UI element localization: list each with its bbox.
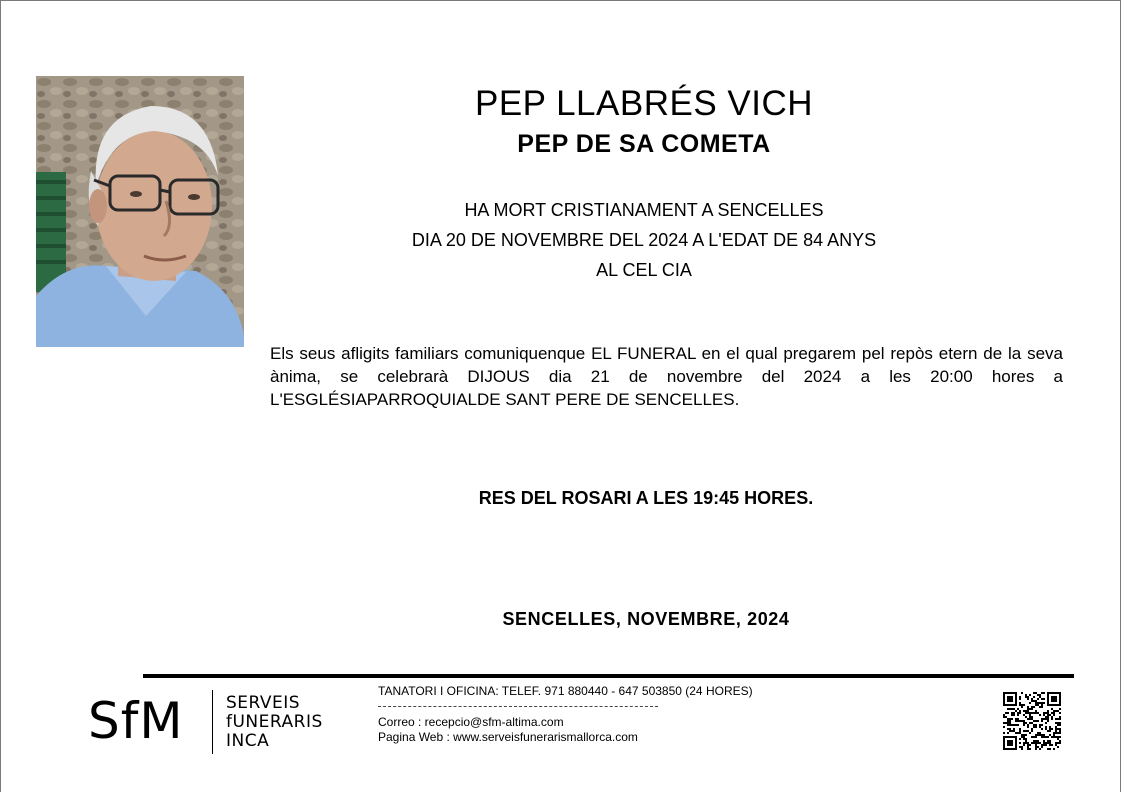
logo-line-3: INCA <box>226 731 270 751</box>
funeral-announcement: Els seus afligits familiars comuniquenque EL FUNERAL en el qual pregarem pel repòs etern de la seva ànima, se celebrarà DIJOUS dia 21 de novembre del 2024 a les 20:00 hores a L'ESGLÉSIAPARROQUIALDE SANT PERE DE SENCELLES. <box>270 344 1063 409</box>
logo-text <box>226 694 323 751</box>
logo-divider <box>212 690 213 754</box>
rosary-notice: RES DEL ROSARI A LES 19:45 HORES. <box>478 488 814 508</box>
place-date: SENCELLES, NOVEMBRE, 2024 <box>502 609 790 629</box>
qr-code-svg <box>1003 692 1061 750</box>
portrait-photo <box>36 76 244 347</box>
qr-code-icon[interactable] <box>1003 692 1061 750</box>
portrait-photo-svg <box>36 76 244 347</box>
contact-divider <box>378 699 658 707</box>
deceased-nickname: PEP DE SA COMETA <box>517 130 771 158</box>
sfm-logo: SfM <box>88 692 184 750</box>
contact-email[interactable]: Correo : recepcio@sfm-altima.com <box>378 715 564 729</box>
contact-phones: TANATORI I OFICINA: TELEF. 971 880440 - 647 503850 (24 HORES) <box>378 684 753 698</box>
footer-rule <box>143 674 1074 678</box>
death-line-3: AL CEL CIA <box>596 260 692 280</box>
contact-info <box>378 684 898 745</box>
deceased-name: PEP LLABRÉS VICH <box>474 84 814 123</box>
logo-line-2: fUNERARIS <box>226 712 323 732</box>
contact-web[interactable]: Pagina Web : www.serveisfunerarismallorca.com <box>378 730 638 744</box>
death-line-2: DIA 20 DE NOVEMBRE DEL 2024 A L'EDAT DE 84 ANYS <box>411 230 877 250</box>
death-line-1: HA MORT CRISTIANAMENT A SENCELLES <box>464 200 824 220</box>
logo-line-1: SERVEIS <box>226 693 301 713</box>
